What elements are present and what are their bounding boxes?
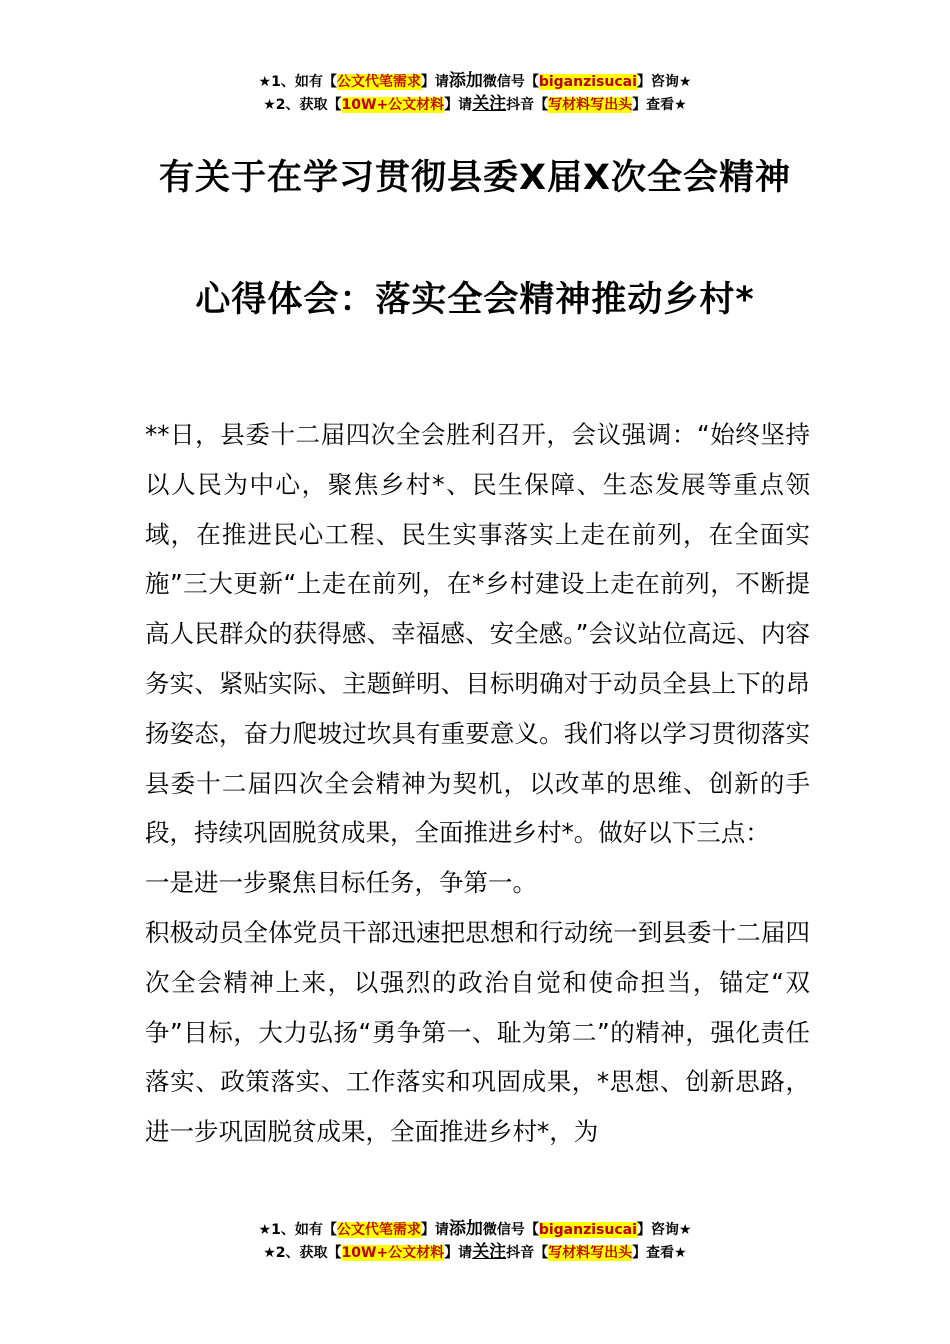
paragraph-heading-1: 一是进一步聚焦目标任务，争第一。 bbox=[145, 868, 537, 898]
highlight-materials: 10W+公文材料 bbox=[341, 1245, 445, 1261]
promo-line-2: ★2、获取【10W+公文材料】请关注抖音【写材料写出头】查看★ bbox=[263, 94, 687, 114]
highlight-service: 公文代笔需求 bbox=[336, 1222, 421, 1238]
promo-banner-top bbox=[0, 70, 950, 116]
document-title-line-2: 心得体会：落实全会精神推动乡村* bbox=[195, 280, 755, 320]
highlight-wechat-id: biganzisucai bbox=[538, 74, 637, 90]
paragraph-intro: **日，县委十二届四次全会胜利召开，会议强调：“始终坚持以人民为中心，聚焦乡村*、民生保障、生态发展等重点领域，在推进民心工程、民生实事落实上走在前列，在全面实施”三大更新“上走在前列，在*乡村建设上走在前列，不断提高人民群众的获得感、幸福感、安全感。”会议站位高远、内容务实、紧贴实际、主题鲜明、目标明确对于动员全县上下的昂扬姿态，奋力爬坡过坎具有重要意义。我们将以学习贯彻落实县委十二届四次全会精神为契机，以改革的思维、创新的手段，持续巩固脱贫成果，全面推进乡村*。做好以下三点： bbox=[145, 420, 810, 848]
highlight-douyin-account: 写材料写出头 bbox=[548, 1245, 633, 1261]
document-body bbox=[145, 410, 810, 1157]
document-title-line-1: 有关于在学习贯彻县委Ⅹ届Ⅹ次全会精神 bbox=[159, 158, 791, 198]
promo-line-1: ★1、如有【公文代笔需求】请添加微信号【biganzisucai】咨询★ bbox=[258, 1219, 692, 1239]
highlight-service: 公文代笔需求 bbox=[336, 74, 421, 90]
highlight-douyin-account: 写材料写出头 bbox=[548, 97, 633, 113]
promo-line-2: ★2、获取【10W+公文材料】请关注抖音【写材料写出头】查看★ bbox=[263, 1242, 687, 1262]
paragraph-section-1: 积极动员全体党员干部迅速把思想和行动统一到县委十二届四次全会精神上来，以强烈的政治自觉和使命担当，锚定“双争”目标，大力弘扬“勇争第一、耻为第二”的精神，强化责任落实、政策落实、工作落实和巩固成果，*思想、创新思路，进一步巩固脱贫成果，全面推进乡村*，为 bbox=[145, 917, 810, 1147]
promo-line-1: ★1、如有【公文代笔需求】请添加微信号【biganzisucai】咨询★ bbox=[258, 71, 692, 91]
highlight-wechat-id: biganzisucai bbox=[538, 1222, 637, 1238]
promo-banner-bottom bbox=[0, 1218, 950, 1264]
highlight-materials: 10W+公文材料 bbox=[341, 97, 445, 113]
